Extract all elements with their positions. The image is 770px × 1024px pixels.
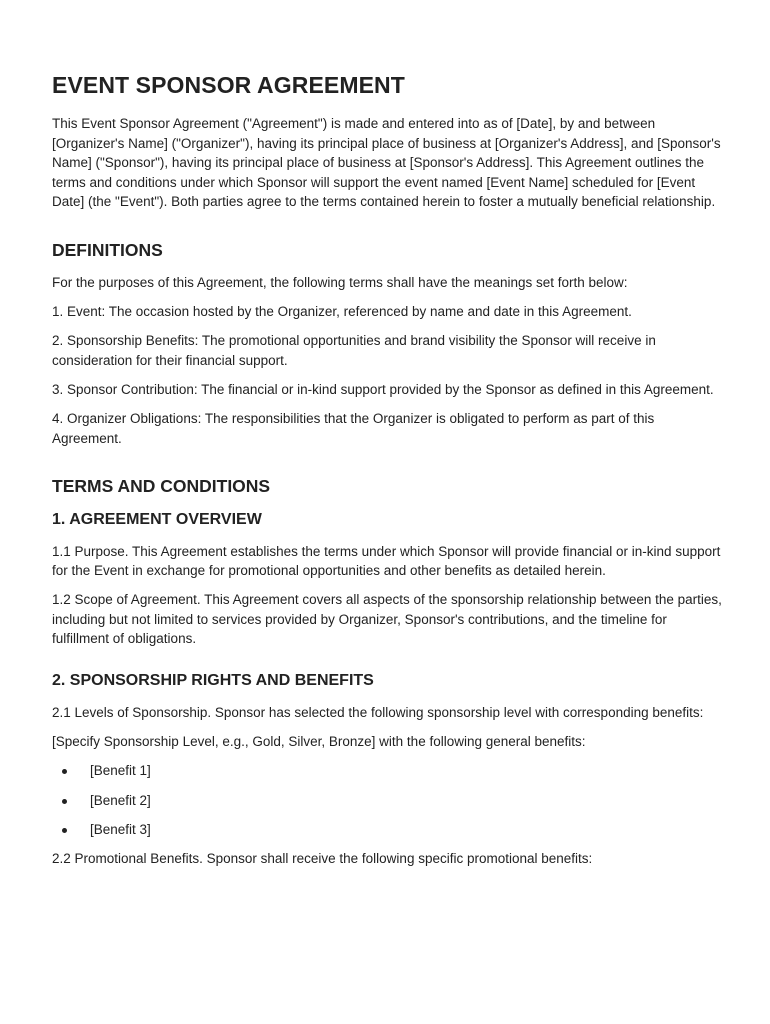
definitions-lead: For the purposes of this Agreement, the following terms shall have the meanings set forth below:	[52, 274, 628, 290]
definition-item: 3. Sponsor Contribution: The financial or in-kind support provided by the Sponsor as defined in this Agreement.	[52, 382, 714, 398]
benefit-label: [Benefit 1]	[90, 763, 151, 779]
benefit-label: [Benefit 3]	[90, 821, 151, 837]
definitions-heading: DEFINITIONS	[52, 239, 163, 260]
list-item	[52, 820, 722, 840]
sponsorship-levels: 2.1 Levels of Sponsorship. Sponsor has selected the following sponsorship level with corresponding benefits:	[52, 705, 704, 721]
document-title: EVENT SPONSOR AGREEMENT	[52, 72, 405, 98]
intro-paragraph: This Event Sponsor Agreement ("Agreement") is made and entered into as of [Date], by and between [Organizer's Name] ("Organizer"), having its principal place of business at [Organizer's Address], and [Sponsor's Name] ("Sponsor"), having its principal place of business at [Sponsor's Address]. This Agreement outlines the terms and conditions under which Sponsor will support the event named [Event Name] scheduled for [Event Date] (the "Event"). Both parties agree to the terms contained herein to foster a mutually beneficial relationship.	[52, 116, 721, 210]
list-item	[52, 761, 722, 781]
benefit-list	[52, 761, 722, 839]
sponsorship-rights-heading: 2. SPONSORSHIP RIGHTS AND BENEFITS	[52, 672, 374, 690]
bullet-icon	[62, 828, 67, 833]
promotional-benefits: 2.2 Promotional Benefits. Sponsor shall receive the following specific promotional benefits:	[52, 851, 593, 866]
terms-heading: TERMS AND CONDITIONS	[52, 475, 271, 496]
definition-item: 4. Organizer Obligations: The responsibilities that the Organizer is obligated to perform as part of this Agreement.	[52, 411, 655, 446]
overview-purpose: 1.1 Purpose. This Agreement establishes the terms under which Sponsor will provide financial or in-kind support for the Event in exchange for promotional opportunities and other benefits as detailed herein.	[52, 543, 721, 579]
benefit-label: [Benefit 2]	[90, 792, 151, 808]
sponsorship-level-specify: [Specify Sponsorship Level, e.g., Gold, Silver, Bronze] with the following general benefits:	[52, 734, 586, 750]
definition-item: 2. Sponsorship Benefits: The promotional opportunities and brand visibility the Sponsor will receive in consideration for their financial support.	[52, 333, 656, 368]
overview-scope: 1.2 Scope of Agreement. This Agreement covers all aspects of the sponsorship relationship between the parties, including but not limited to services provided by Organizer, Sponsor's contributions, and the timeline for fulfillment of obligations.	[52, 592, 722, 647]
bullet-icon	[62, 799, 67, 804]
document-page	[52, 70, 722, 878]
definition-item: 1. Event: The occasion hosted by the Organizer, referenced by name and date in this Agreement.	[52, 304, 632, 320]
list-item	[52, 791, 722, 811]
bullet-icon	[62, 769, 67, 774]
agreement-overview-heading: 1. AGREEMENT OVERVIEW	[52, 510, 262, 528]
